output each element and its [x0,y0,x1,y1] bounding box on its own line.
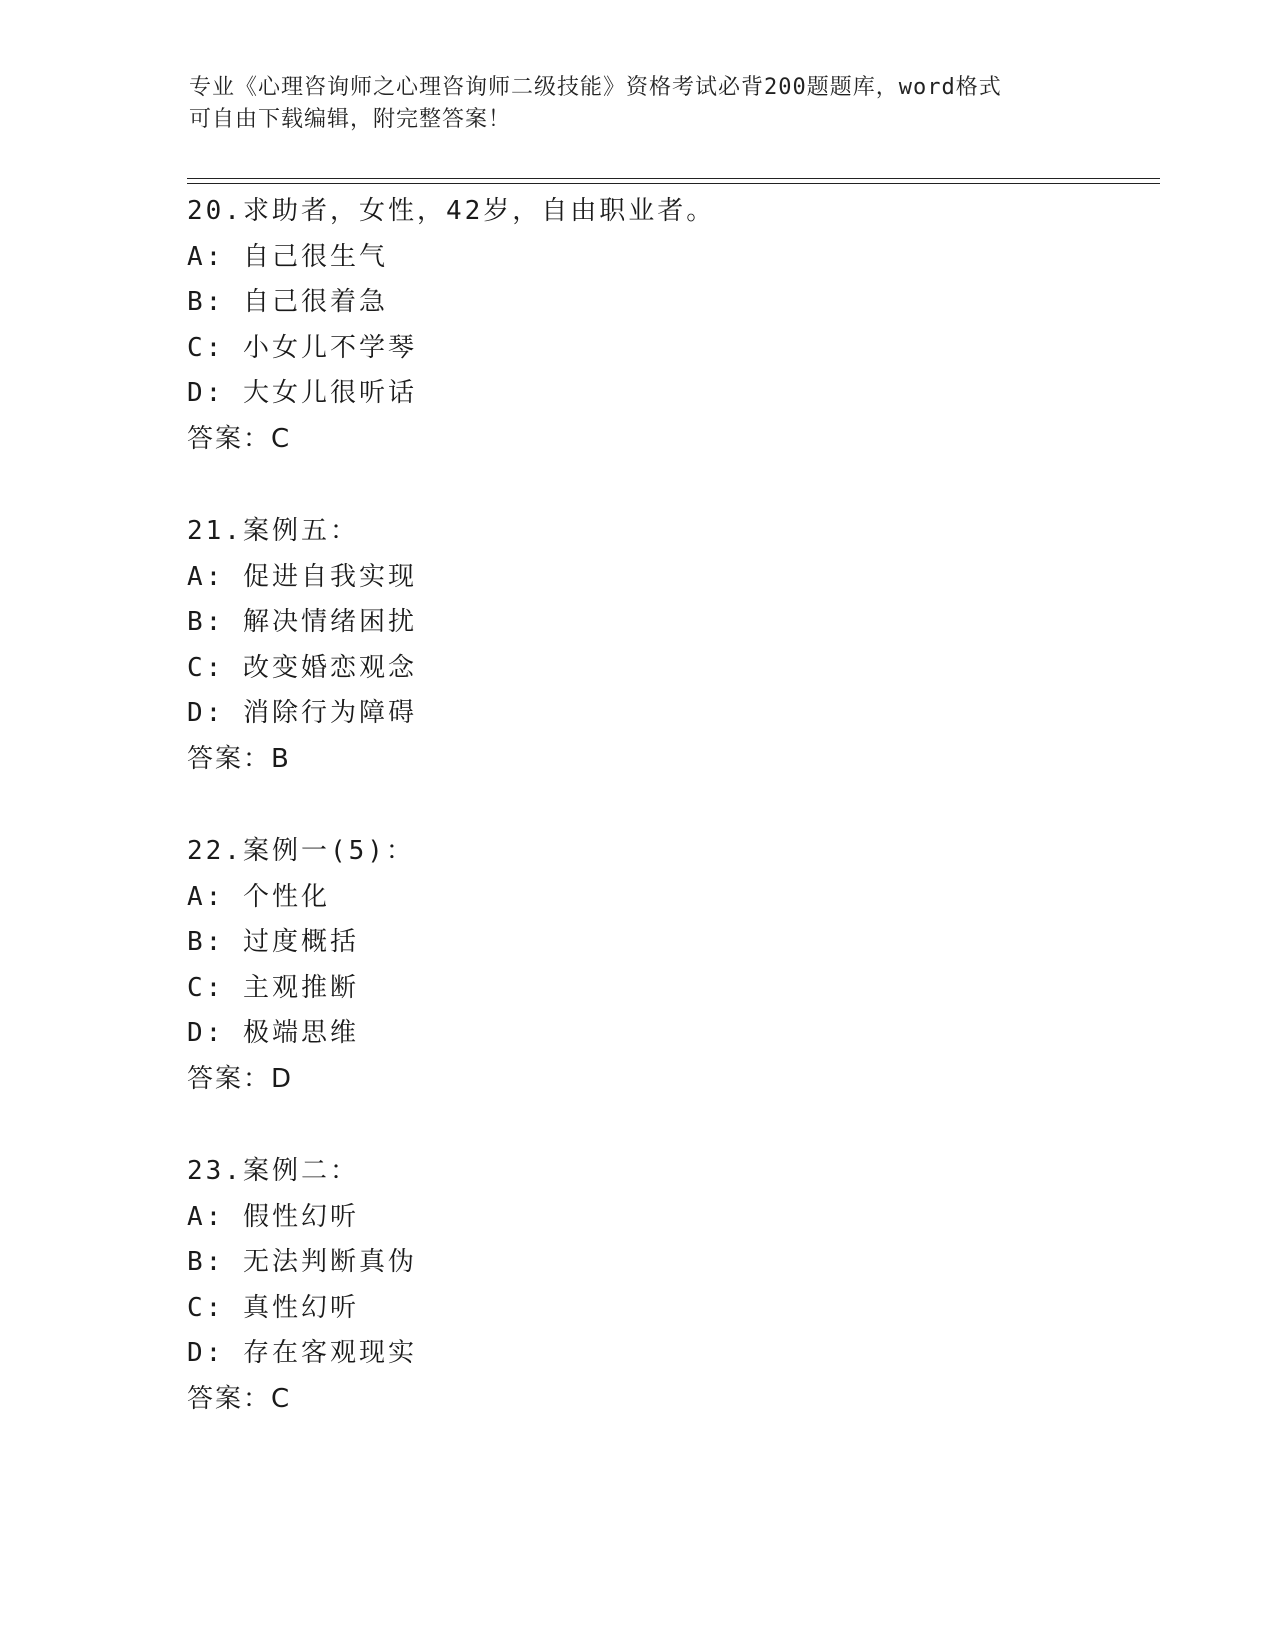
option-b: B: 过度概括 [187,927,359,957]
question-20 [187,189,1157,509]
option-c: C: 小女儿不学琴 [187,332,417,363]
option-a: A: 促进自我实现 [187,561,417,592]
header-divider [187,178,1160,184]
question-stem: 20.求助者，女性，42岁，自由职业者。 [187,196,716,226]
option-b: B: 解决情绪困扰 [187,607,417,637]
answer-line: 答案：C [187,423,292,454]
question-list [187,189,1157,1469]
answer-line: 答案：B [187,743,291,774]
option-a: A: 自己很生气 [187,241,388,272]
option-c: C: 主观推断 [187,972,359,1003]
header-line-2: 可自由下载编辑，附完整答案！ [189,107,512,132]
answer-line: 答案：C [187,1383,292,1414]
question-22 [187,829,1157,1149]
option-d: D: 极端思维 [187,1018,359,1048]
option-b: B: 无法判断真伪 [187,1247,417,1277]
option-a: A: 个性化 [187,881,330,912]
option-c: C: 改变婚恋观念 [187,652,417,683]
option-b: B: 自己很着急 [187,287,388,317]
option-c: C: 真性幻听 [187,1292,359,1323]
document-header [189,72,1089,136]
option-d: D: 消除行为障碍 [187,698,417,728]
header-line-1: 专业《心理咨询师之心理咨询师二级技能》资格考试必背200题题库，word格式 [189,75,1002,100]
answer-line: 答案：D [187,1063,294,1094]
question-stem: 23.案例二： [187,1156,359,1186]
question-stem: 22.案例一(5)： [187,836,415,866]
option-a: A: 假性幻听 [187,1201,359,1232]
option-d: D: 大女儿很听话 [187,378,417,408]
option-d: D: 存在客观现实 [187,1338,417,1368]
question-23 [187,1149,1157,1469]
question-21 [187,509,1157,829]
question-stem: 21.案例五： [187,516,359,546]
